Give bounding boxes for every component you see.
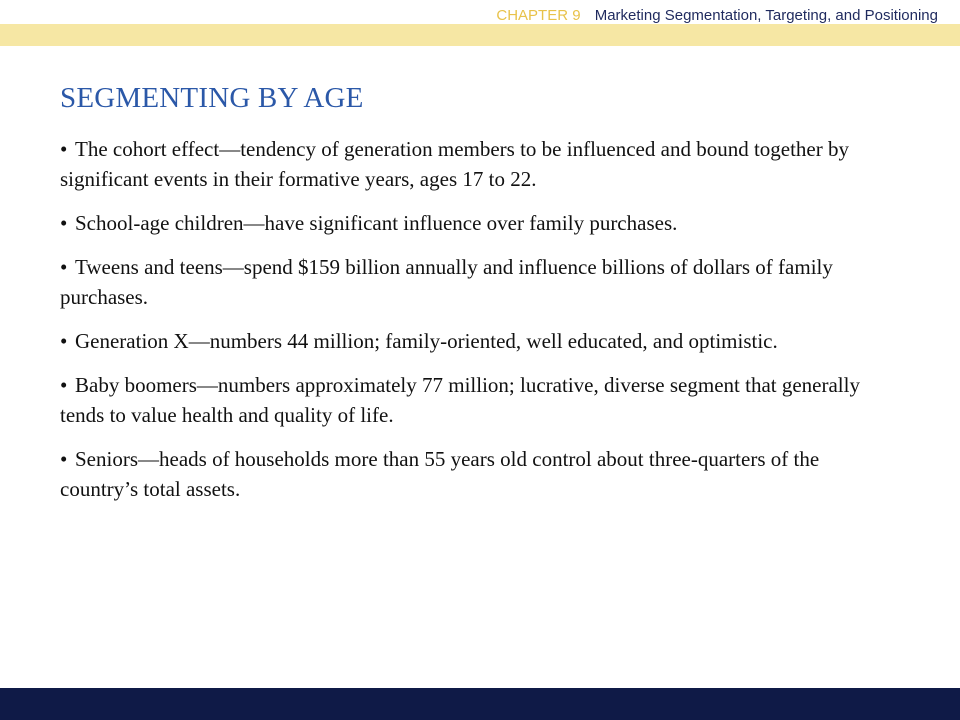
chapter-number: CHAPTER 9 <box>496 7 581 24</box>
slide-title: SEGMENTING BY AGE <box>60 82 364 114</box>
bullet-marker: • <box>60 255 68 279</box>
chapter-title: Marketing Segmentation, Targeting, and Positioning <box>594 7 938 24</box>
bullet-item-baby-boomers <box>60 370 890 430</box>
bullet-marker: • <box>60 137 68 161</box>
bullet-marker: • <box>60 329 68 353</box>
bullet-marker: • <box>60 211 68 235</box>
bullet-item-cohort-effect <box>60 134 890 194</box>
bullet-text: Tweens and teens—spend $159 billion annually and influence billions of dollars of family purchases. <box>60 255 833 309</box>
footer-bar <box>0 688 960 720</box>
bullet-marker: • <box>60 373 68 397</box>
header-band <box>0 24 960 46</box>
bullet-text: The cohort effect—tendency of generation members to be influenced and bound together by significant events in their formative years, ages 17 to 22. <box>60 137 849 191</box>
bullet-item-school-age-children <box>60 208 890 238</box>
bullet-item-generation-x <box>60 326 890 356</box>
chapter-header <box>496 7 938 25</box>
bullet-text: Seniors—heads of households more than 55 years old control about three-quarters of the country’s total assets. <box>60 447 820 501</box>
bullet-item-tweens-and-teens <box>60 252 890 312</box>
bullet-marker: • <box>60 447 68 471</box>
bullet-text: School-age children—have significant influence over family purchases. <box>75 211 678 235</box>
bullet-text: Generation X—numbers 44 million; family-oriented, well educated, and optimistic. <box>75 329 778 353</box>
bullet-list <box>60 134 890 518</box>
bullet-item-seniors <box>60 444 890 504</box>
bullet-text: Baby boomers—numbers approximately 77 million; lucrative, diverse segment that generally tends to value health and quality of life. <box>60 373 860 427</box>
